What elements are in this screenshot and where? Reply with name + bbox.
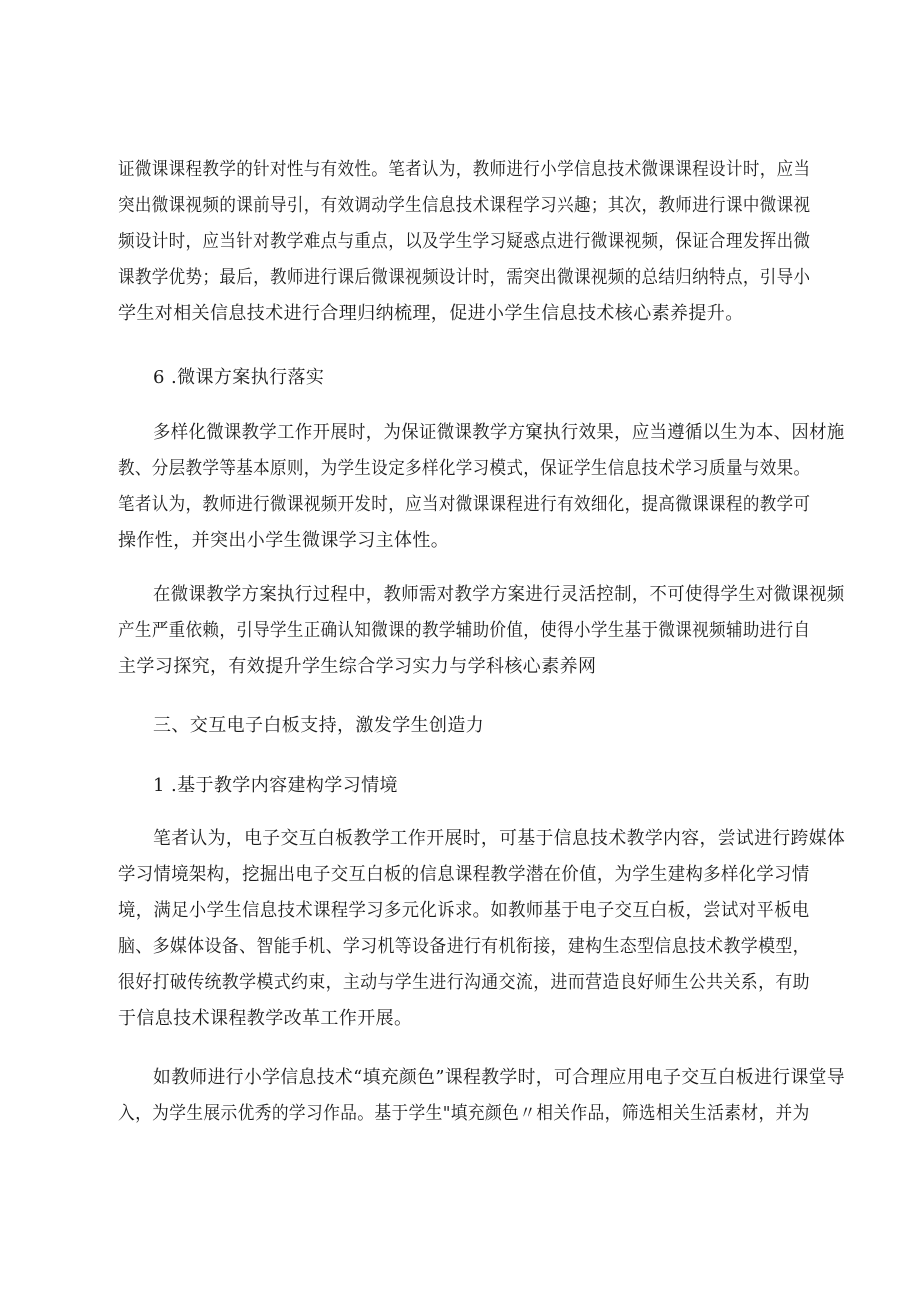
paragraph-line: 频设计时，应当针对教学难点与重点，以及学生学习疑惑点进行微课视频，保证合理发挥出微: [118, 231, 811, 252]
paragraph-line: 脑、多媒体设备、智能手机、学习机等设备进行有机衔接，建构生态型信息技术教学模型，: [118, 936, 810, 957]
paragraph-line: 很好打破传统教学模式约束，主动与学生进行沟通交流，进而营造良好师生公共关系，有助: [118, 972, 810, 993]
paragraph-line: 在微课教学方案执行过程中，教师需对教学方案进行灵活控制，不可使得学生对微课视频: [153, 584, 845, 605]
chapter-heading: 三、交互电子白板支持，激发学生创造力: [153, 715, 485, 736]
paragraph-line: 笔者认为，教师进行微课视频开发时，应当对微课课程进行有效细化，提高微课课程的教学可: [118, 494, 811, 515]
paragraph-line: 境，满足小学生信息技术课程学习多元化诉求。如教师基于电子交互白板，尝试对平板电: [118, 900, 810, 921]
paragraph-line: 学习情境架构，挖掘出电子交互白板的信息课程教学潜在价值，为学生建构多样化学习情: [118, 864, 810, 885]
paragraph-line: 于信息技术课程教学改革工作开展。: [118, 1008, 413, 1029]
section-heading: 1 .基于教学内容建构学习情境: [153, 775, 398, 796]
paragraph-line: 学生对相关信息技术进行合理归纳梳理，促进小学生信息技术核心素养提升。: [118, 303, 744, 324]
paragraph-line: 操作性，并突出小学生微课学习主体性。: [118, 530, 450, 551]
paragraph-line: 多样化微课教学工作开展时，为保证微课教学方窠执行效果，应当遵循以生为本、因材施: [153, 422, 845, 443]
paragraph-line: 产生严重依赖，引导学生正确认知微课的教学辅助价值，使得小学生基于微课视频辅助进行自: [118, 620, 811, 641]
paragraph-line: 如教师进行小学信息技术“填充颜色”课程教学时，可合理应用电子交互白板进行课堂导: [153, 1067, 846, 1088]
paragraph-line: 笔者认为，电子交互白板教学工作开展时，可基于信息技术教学内容，尝试进行跨媒体: [153, 828, 846, 849]
paragraph-line: 课教学优势；最后，教师进行课后微课视频设计时，需突出微课视频的总结归纳特点，引导小: [118, 267, 811, 288]
paragraph-line: 突出微课视频的课前导引，有效调动学生信息技术课程学习兴趣；其次，教师进行课中微课视: [118, 195, 811, 216]
section-heading: 6 .微课方案执行落实: [153, 367, 325, 388]
paragraph-line: 证微课课程教学的针对性与有效性。笔者认为，教师进行小学信息技术微课课程设计时，应当: [118, 159, 811, 180]
paragraph-line: 入，为学生展示优秀的学习作品。基于学生"填充颜色〃相关作品，筛选相关生活素材，并为: [118, 1103, 810, 1124]
paragraph-line: 主学习探究，有效提升学生综合学习实力与学科核心素养网: [118, 656, 597, 677]
paragraph-line: 教、分层教学等基本原则，为学生设定多样化学习模式，保证学生信息技术学习质量与效果。: [118, 458, 811, 479]
